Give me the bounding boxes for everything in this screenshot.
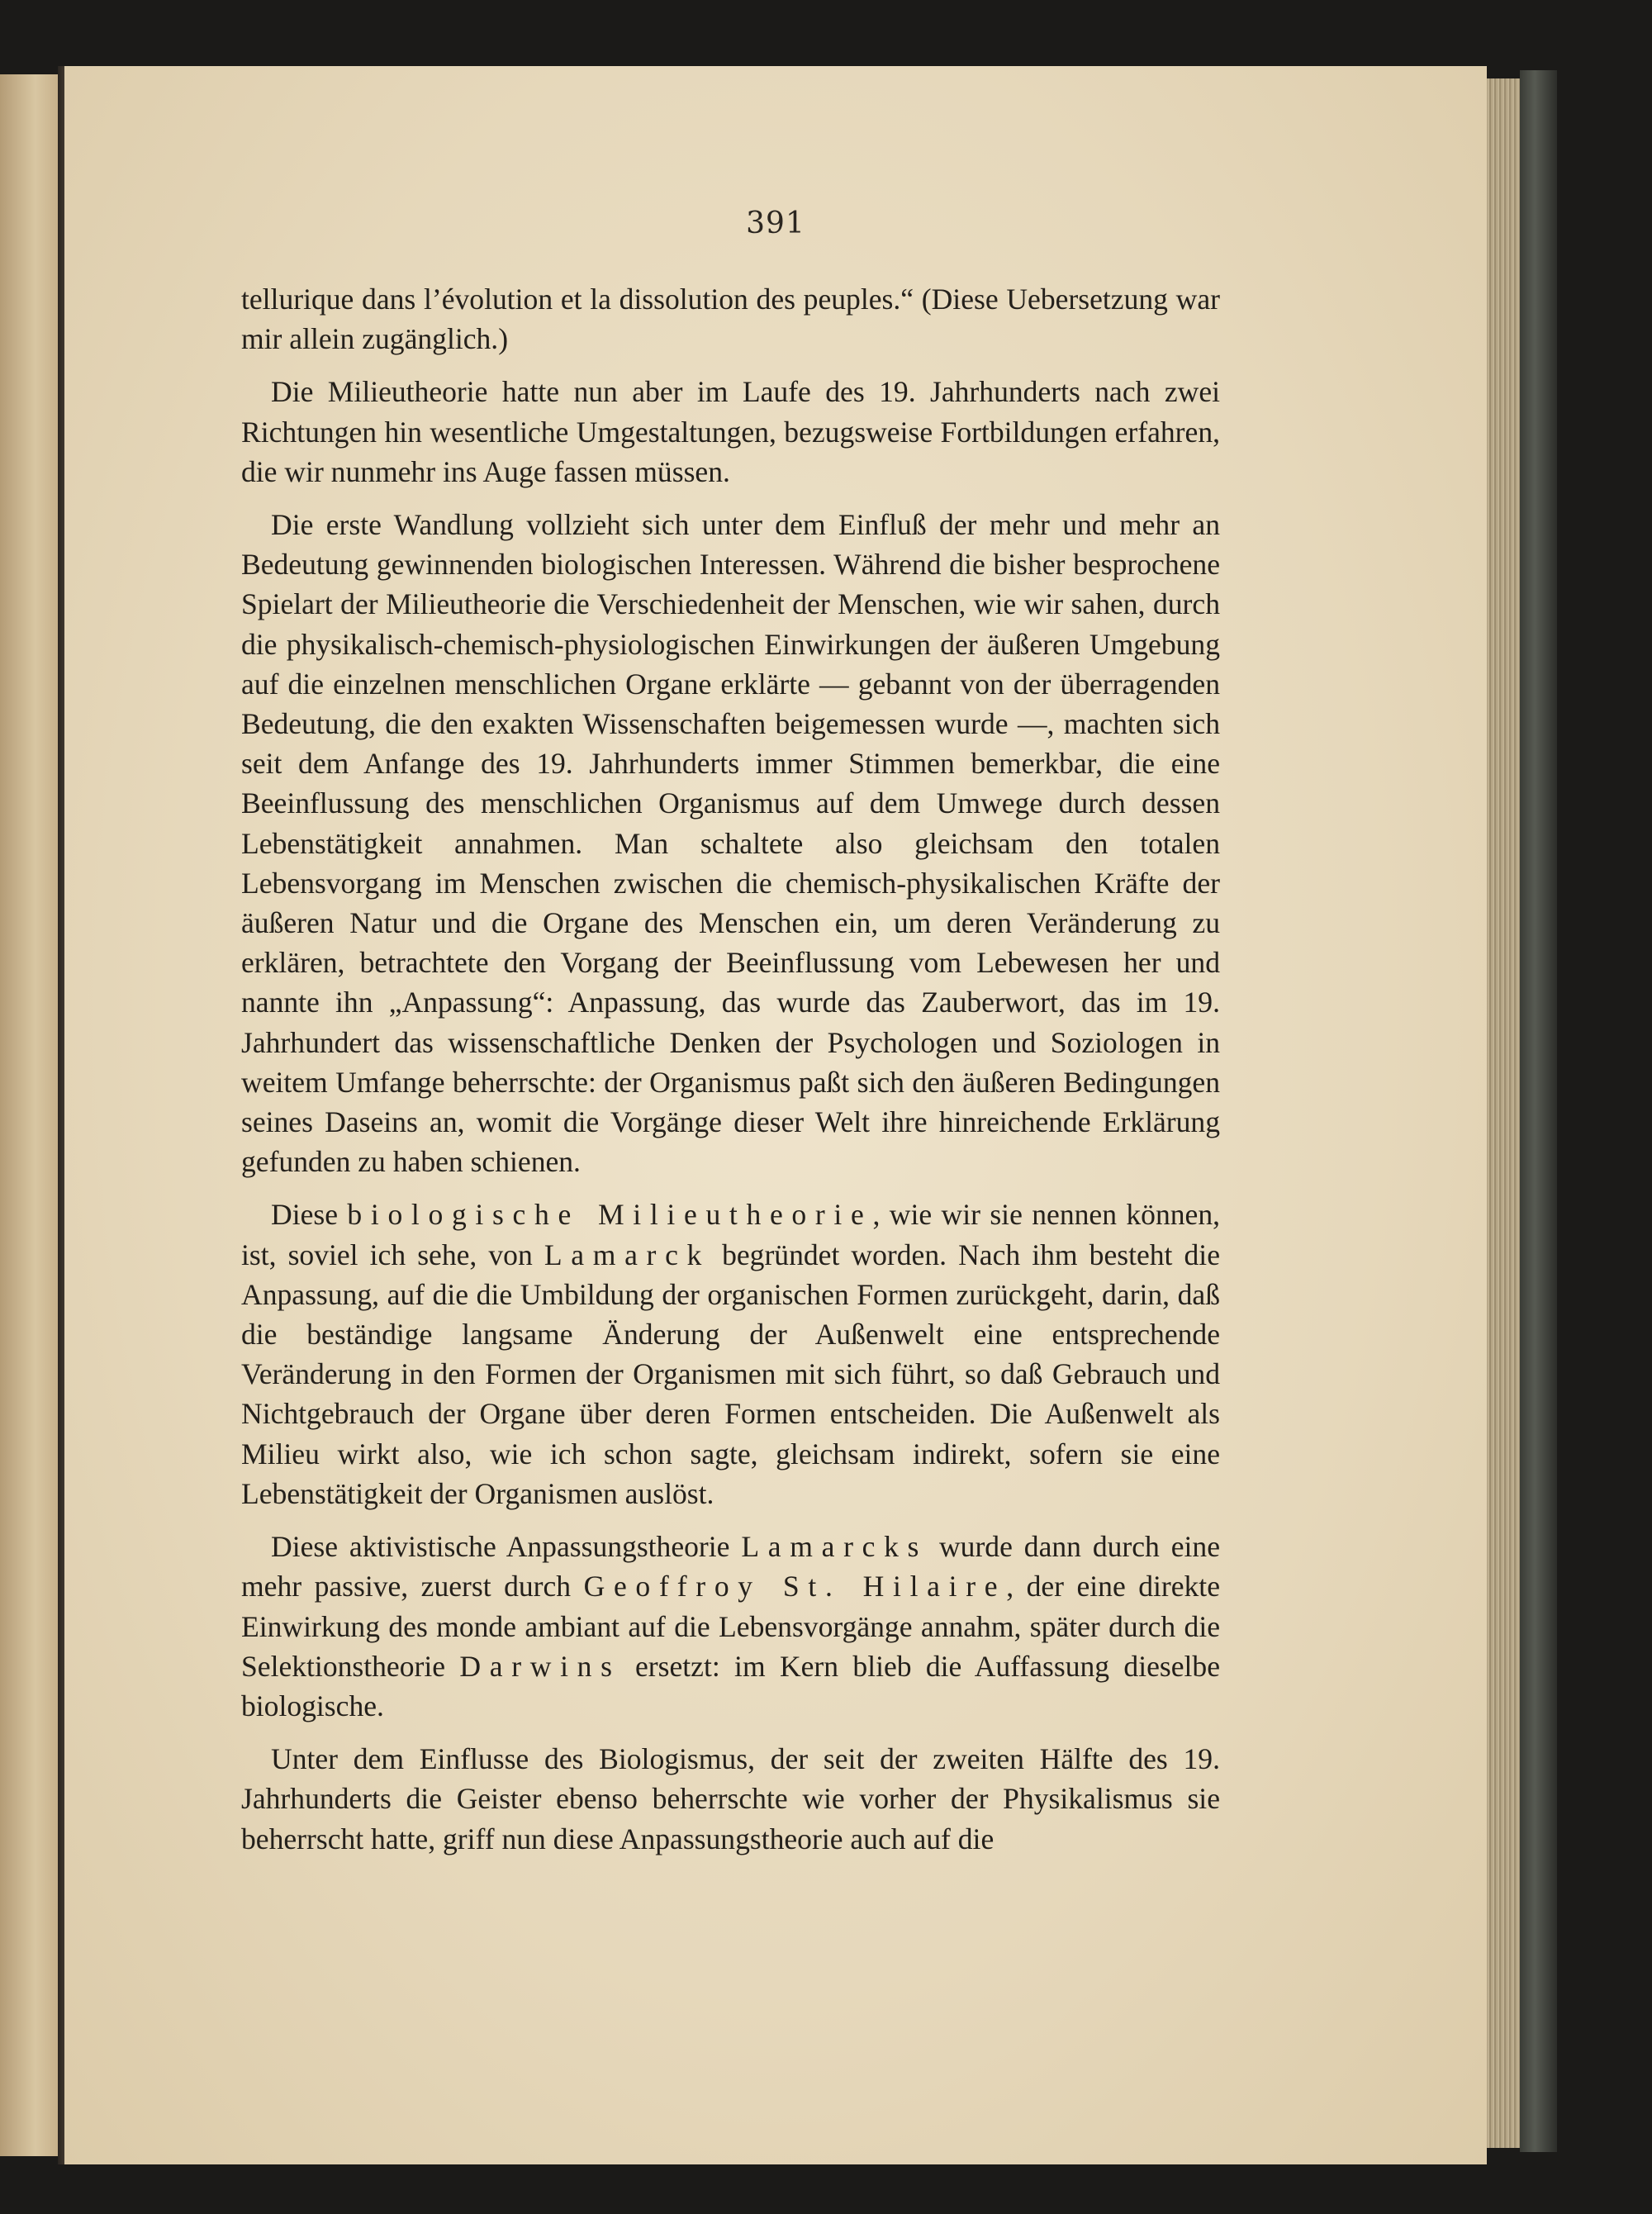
spaced-name-lamarcks: Lamarcks: [741, 1530, 928, 1564]
text-segment: ersetzt: im Kern blieb die Auffassung dieselbe biologische.: [241, 1649, 1220, 1722]
text-segment: , wie wir sie nennen können, ist, soviel ich sehe, von: [241, 1198, 1221, 1271]
text-segment: Die Milieutheorie hatte nun aber im Laufe des 19. Jahrhunderts nach zwei Richtungen hin wesentliche Umgestaltungen, bezugsweise Fortbildungen erfahren, die wir nunmehr ins Auge fassen müssen.: [241, 375, 1220, 488]
previous-page-edge: [0, 74, 64, 2156]
book-cover-edge: [1520, 70, 1557, 2152]
spaced-name-geoffroy: Geoffroy St. Hilaire: [583, 1570, 1007, 1603]
spaced-name-lamarck: Lamarck: [544, 1238, 711, 1271]
paragraph-4: [241, 1195, 1220, 1513]
paragraph-5: [241, 1527, 1220, 1726]
page-number: 391: [746, 207, 805, 240]
text-segment: tellurique dans l’évolution et la dissolution des peuples.“ (Diese Uebersetzung war mir allein zugänglich.): [241, 283, 1220, 356]
page-stack-edges: [1487, 78, 1520, 2148]
text-segment: Unter dem Einflusse des Biologismus, der seit der zweiten Hälfte des 19. Jahrhunderts die Geister ebenso beherrschte wie vorher der Physikalismus sie beherrscht hatte, griff nun diese Anpassungstheorie auch auf die: [241, 1742, 1220, 1855]
text-segment: Diese aktivistische Anpassungstheorie: [271, 1530, 742, 1564]
text-segment: , der eine direkte Einwirkung des monde ambiant auf die Lebensvorgänge annahm, später durch die Selektionstheorie: [241, 1570, 1220, 1683]
paragraph-2: [241, 372, 1220, 492]
text-segment: begründet worden. Nach ihm besteht die Anpassung, auf die die Umbildung der organischen Formen zurückgeht, darin, daß die beständige langsame Änderung der Außenwelt eine entsprechende Veränderung in den Formen der Organismen mit sich führt, so daß Gebrauch und Nichtgebrauch der Organe über deren Formen entscheiden. Die Außenwelt als Milieu wirkt also, wie ich schon sagte, gleichsam indirekt, sofern sie eine Lebenstätigkeit der Organismen auslöst.: [241, 1238, 1220, 1510]
paragraph-1: [241, 279, 1220, 359]
text-segment: Die erste Wandlung vollzieht sich unter dem Einfluß der mehr und mehr an Bedeutung gewinnenden biologischen Interessen. Während die bisher besprochene Spielart der Milieutheorie die Verschiedenheit der Menschen, wie wir sahen, durch die physikalisch-chemisch-physiologischen Einwirkungen der äußeren Umgebung auf die einzelnen menschlichen Organe erklärte — gebannt von der überragenden Bedeutung, die den exakten Wissenschaften beigemessen wurde —, machten sich seit dem Anfange des 19. Jahrhunderts immer Stimmen bemerkbar, die eine Beeinflussung des menschlichen Organismus auf dem Umwege durch dessen Lebenstätigkeit annahmen. Man schaltete also gleichsam den totalen Lebensvorgang im Menschen zwischen die chemisch-physikalischen Kräfte der äußeren Natur und die Organe des Menschen ein, um deren Veränderung zu erklären, betrachtete den Vorgang der Beeinflussung vom Lebewesen her und nannte ihn „Anpassung“: Anpassung, das wurde das Zauberwort, das im 19. Jahrhundert das wissenschaftliche Denken der Psychologen und Soziologen in weitem Umfange beherrschte: der Organismus paßt sich den äußeren Bedingungen seines Daseins an, womit die Vorgänge dieser Welt ihre hinreichende Erklärung gefunden zu haben schienen.: [241, 508, 1220, 1179]
spaced-name-darwins: Darwins: [459, 1649, 621, 1683]
text-segment: wurde dann durch eine mehr passive, zuerst durch: [241, 1530, 1220, 1603]
paragraph-6: [241, 1739, 1220, 1859]
spaced-term-biologische-milieutheorie: biologische Milieutheorie: [347, 1198, 873, 1232]
text-segment: Diese: [271, 1198, 348, 1232]
paragraph-3: [241, 505, 1220, 1181]
body-text: [241, 279, 1220, 1872]
